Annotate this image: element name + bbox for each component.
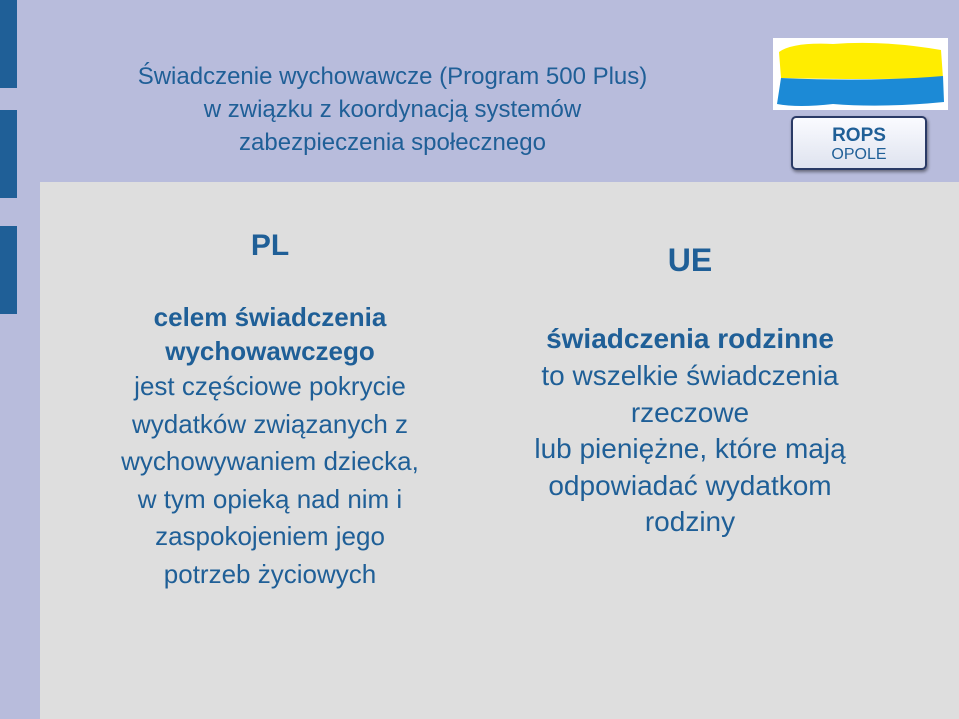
- ue-heading: UE: [667, 242, 713, 278]
- ue-line: rzeczowe: [630, 396, 750, 428]
- pl-line: wychowywaniem dziecka,: [121, 446, 419, 476]
- ue-line: świadczenia rodzinne: [546, 323, 834, 354]
- pl-line: potrzeb życiowych: [163, 558, 377, 589]
- flag-yellow-stripe: [779, 43, 943, 79]
- side-bar-segment: [0, 110, 17, 198]
- ue-line: odpowiadać wydatkom: [548, 469, 832, 501]
- content-panel: [40, 182, 959, 719]
- pl-line: celem świadczenia: [153, 302, 387, 332]
- ue-line: rodziny: [644, 506, 736, 537]
- pl-column: [78, 228, 462, 593]
- rops-opole-badge: [791, 116, 927, 170]
- flag-logo: [773, 38, 948, 110]
- pl-heading: PL: [250, 229, 290, 262]
- title-line: w związku z koordynacją systemów: [203, 96, 582, 123]
- title-line: Świadczenie wychowawcze (Program 500 Plus): [137, 63, 648, 90]
- ue-line: to wszelkie świadczenia: [541, 360, 839, 391]
- pl-line: zaspokojeniem jego: [155, 521, 385, 551]
- badge-line: OPOLE: [831, 146, 887, 163]
- slide-title: [40, 60, 745, 159]
- side-bar-segment: [0, 226, 17, 314]
- title-line: zabezpieczenia społecznego: [239, 129, 546, 156]
- ue-line: lub pieniężne, które mają: [534, 433, 846, 464]
- pl-line: w tym opieką nad nim i: [137, 483, 403, 514]
- ue-column: [480, 242, 900, 541]
- pl-line: wydatków związanych z: [132, 408, 408, 439]
- pl-line: wychowawczego: [165, 336, 375, 366]
- pl-line: jest częściowe pokrycie: [134, 371, 406, 401]
- flag-blue-stripe: [777, 76, 944, 106]
- side-bar-segment: [0, 0, 17, 88]
- badge-line: ROPS: [832, 125, 886, 146]
